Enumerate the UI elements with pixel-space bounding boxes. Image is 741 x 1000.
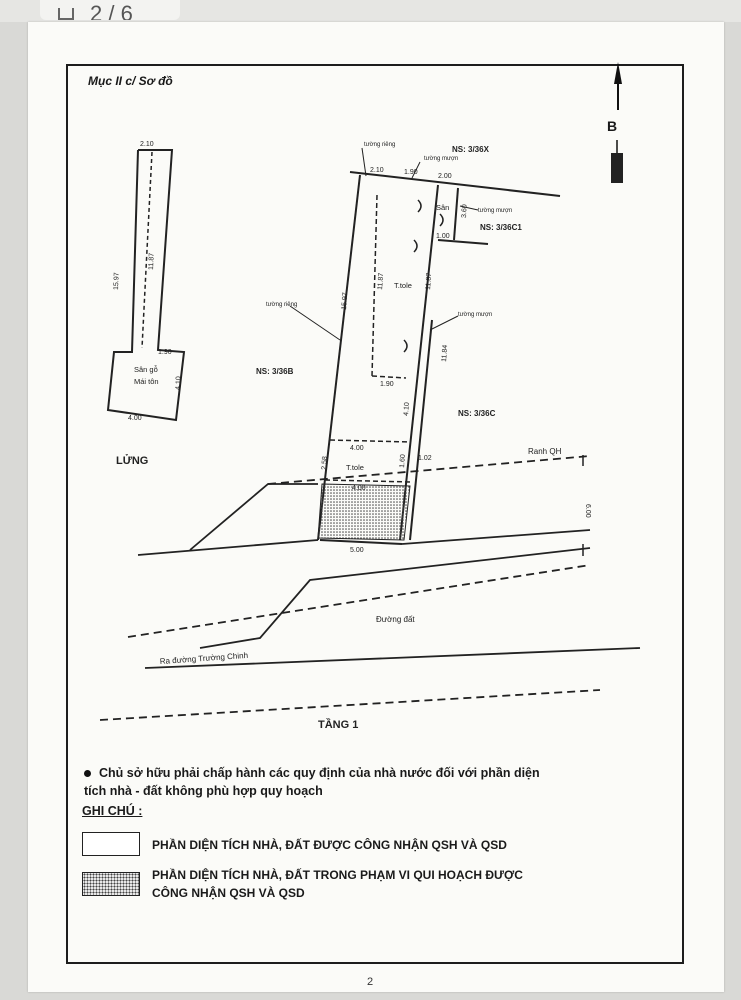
dim-label: 1.90 (380, 381, 394, 388)
neighbor-label: NS: 3/36B (256, 367, 294, 376)
wall-label: tường mượn (424, 156, 459, 162)
wall-label: tường mượn (458, 312, 493, 318)
dim-label: 4.10 (403, 402, 411, 417)
dim-label: 4.00 (352, 485, 366, 492)
mezzanine-dashes (142, 152, 152, 348)
dim-label: 11.87 (148, 252, 156, 271)
dim-label: 1.02 (418, 455, 432, 462)
room-label: Sân gỗ (134, 365, 158, 374)
dim-label: 4.00 (128, 415, 142, 422)
road-label: Ra đường Trường Chinh (159, 650, 249, 666)
page-counter-text: 2 / 6 (90, 1, 133, 20)
legend-swatch-planning (82, 872, 140, 896)
legend-heading: GHI CHÚ : (82, 804, 143, 818)
dim-label: 4.10 (175, 376, 183, 391)
notice-text: Chủ sở hữu phải chấp hành các quy định của nhà nước đối với phần diện tích nhà - đất không phù hợp quy hoạch (84, 766, 540, 798)
mezzanine-label: LỬNG (116, 455, 149, 467)
dim-label: 15.97 (341, 292, 350, 311)
dim-label: 6.00 (584, 504, 591, 518)
dim-label: 5.00 (350, 547, 364, 554)
dim-label: 11.84 (441, 344, 450, 363)
dim-label: 1.60 (399, 454, 407, 469)
bullet-icon (84, 770, 91, 777)
dim-label: 15.97 (113, 272, 121, 291)
floor-label: TẦNG 1 (318, 719, 359, 731)
page-number: 2 (367, 976, 374, 988)
dim-label: 2.10 (140, 141, 154, 148)
dim-label: 4.00 (350, 445, 364, 452)
dim-label: 2.10 (370, 167, 384, 174)
legend-text-planning: PHẦN DIỆN TÍCH NHÀ, ĐẤT TRONG PHẠM VI QUI HOẠCH ĐƯỢC CÔNG NHẬN QSH VÀ QSD (152, 868, 523, 900)
dim-label: 3.60 (461, 204, 469, 219)
north-arrow-icon (611, 62, 623, 183)
neighbor-label: NS: 3/36C (458, 409, 496, 418)
dim-label: 1.90 (158, 349, 172, 356)
dim-label: 11.87 (425, 272, 434, 291)
dim-label: 1.00 (436, 233, 450, 240)
north-label: B (607, 118, 618, 134)
legend-text-recognized: PHẦN DIỆN TÍCH NHÀ, ĐẤT ĐƯỢC CÔNG NHẬN QSH VÀ QSD (152, 838, 507, 852)
legend-swatch-recognized (82, 832, 140, 856)
neighbor-label: NS: 3/36X (452, 145, 489, 154)
room-label: T.tole (394, 281, 412, 290)
road-label: Đường đất (376, 615, 415, 624)
neighbor-label: NS: 3/36C1 (480, 223, 522, 232)
room-label: Mái tôn (134, 377, 159, 386)
wall-label: tường riêng (266, 302, 298, 308)
dim-label: 1.90 (404, 169, 418, 176)
wall-label: tường mượn (478, 208, 513, 214)
dim-label: 2.58 (321, 456, 329, 471)
notice (84, 764, 564, 800)
room-label: T.tole (346, 463, 364, 472)
room-label: Sân (436, 203, 450, 212)
road-label: Ranh QH (528, 447, 562, 456)
planning-hatch (318, 484, 410, 540)
wall-label: tường riêng (364, 142, 396, 148)
section-title: Mục II c/ Sơ đồ (88, 74, 173, 88)
dim-label: 2.00 (438, 173, 452, 180)
dim-label: 11.87 (377, 272, 386, 291)
